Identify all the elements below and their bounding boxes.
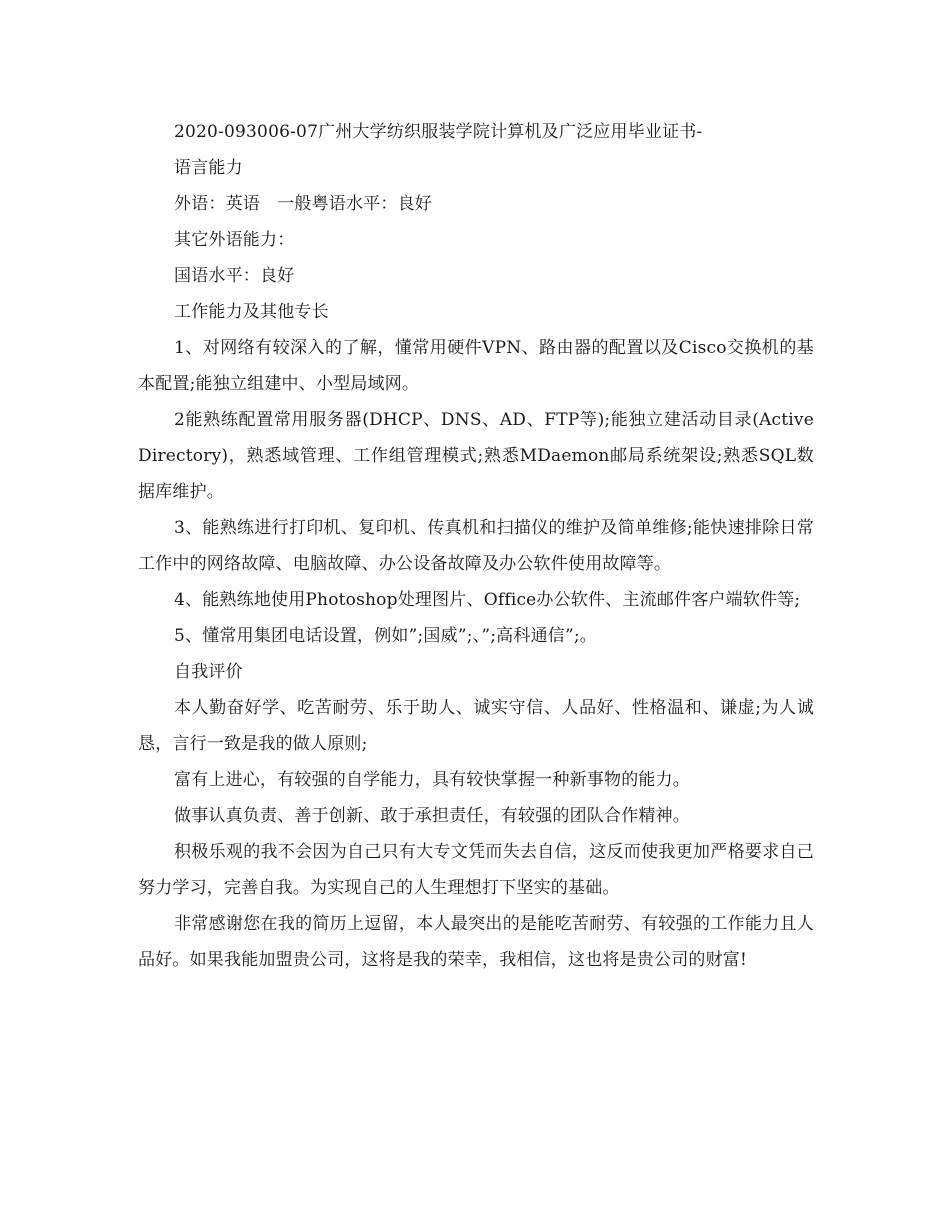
skill-item-5: 5、懂常用集团电话设置，例如”;国威”;、”;高科通信”;。 <box>174 626 597 646</box>
self-evaluation-paragraph-1: 本人勤奋好学、吃苦耐劳、乐于助人、诚实守信、人品好、性格温和、谦虚;为人诚恳，言行一致是我的做人原则; <box>138 698 814 754</box>
skills-heading: 工作能力及其他专长 <box>174 302 329 322</box>
skill-item-4: 4、能熟练地使用Photoshop处理图片、Office办公软件、主流邮件客户端软件等; <box>174 590 801 610</box>
language-heading: 语言能力 <box>174 158 243 178</box>
skill-item-3: 3、能熟练进行打印机、复印机、传真机和扫描仪的维护及简单维修;能快速排除日常工作中的网络故障、电脑故障、办公设备故障及办公软件使用故障等。 <box>138 518 814 574</box>
document-title: 2020-093006-07广州大学纺织服装学院计算机及广泛应用毕业证书- <box>174 122 703 142</box>
skill-item-1: 1、对网络有较深入的了解，懂常用硬件VPN、路由器的配置以及Cisco交换机的基本配置;能独立组建中、小型局域网。 <box>138 338 814 394</box>
mandarin-level-line: 国语水平：良好 <box>174 266 295 286</box>
self-evaluation-paragraph-3: 做事认真负责、善于创新、敢于承担责任，有较强的团队合作精神。 <box>174 806 690 826</box>
document-body <box>138 114 814 978</box>
self-evaluation-paragraph-4: 积极乐观的我不会因为自己只有大专文凭而失去自信，这反而使我更加严格要求自己努力学习，完善自我。为实现自己的人生理想打下坚实的基础。 <box>138 842 814 898</box>
other-foreign-language-line: 其它外语能力： <box>174 230 295 250</box>
self-evaluation-heading: 自我评价 <box>174 662 243 682</box>
foreign-language-line: 外语：英语 一般粤语水平：良好 <box>174 194 432 214</box>
self-evaluation-paragraph-2: 富有上进心，有较强的自学能力，具有较快掌握一种新事物的能力。 <box>174 770 690 790</box>
self-evaluation-paragraph-5: 非常感谢您在我的简历上逗留，本人最突出的是能吃苦耐劳、有较强的工作能力且人品好。如果我能加盟贵公司，这将是我的荣幸，我相信，这也将是贵公司的财富! <box>138 914 814 970</box>
skill-item-2: 2能熟练配置常用服务器(DHCP、DNS、AD、FTP等);能独立建活动目录(Active Directory)，熟悉域管理、工作组管理模式;熟悉MDaemon邮局系统架设;熟悉SQL数据库维护。 <box>138 410 814 502</box>
